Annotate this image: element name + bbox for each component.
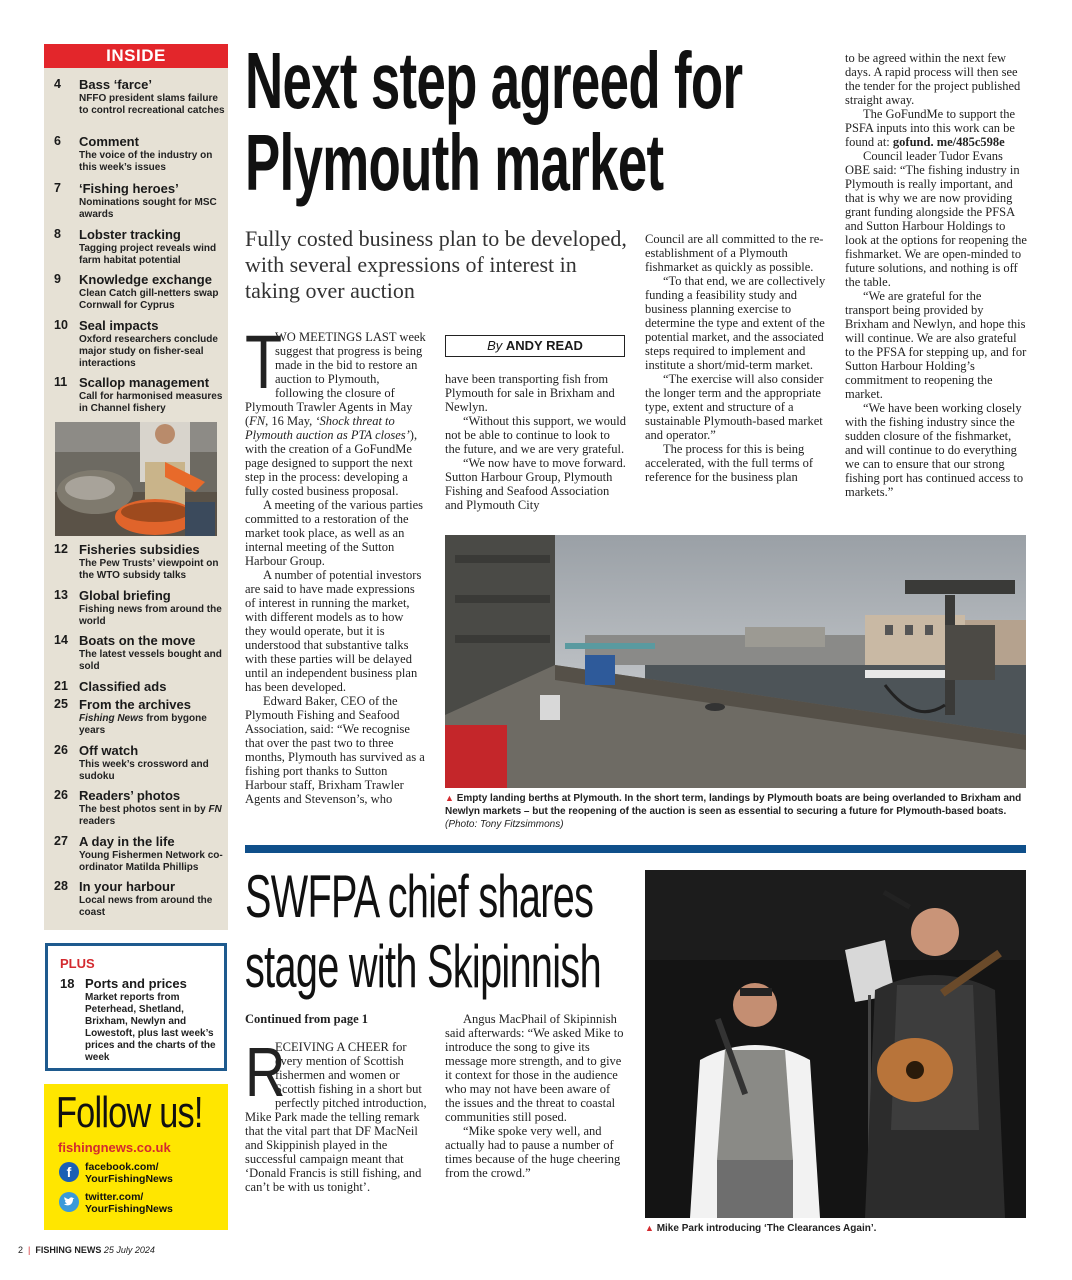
toc-description: NFFO president slams failure to control recreational catches	[79, 93, 225, 116]
toc-title: Fisheries subsidies	[79, 542, 200, 557]
toc-page-number: 28	[54, 879, 68, 893]
story1-column-2: have been transporting fish from Plymouth for sale in Brixham and Newlyn. “Without this support, we would not be able to continue to look to the future, and we are very grateful. “We now have to move forward. Sutton Harbour Group, Plymouth Fishing and Seafood Association and Plymouth City	[445, 372, 627, 512]
toc-page-number: 21	[54, 679, 68, 693]
story2-column-1: R ECEIVING A CHEER for every mention of Scottish fishermen and women or Scottish fishing in a short but perfectly pitched introduction, Mike Park made the telling remark that the vital part that DF MacNeil and Skippinish played in the successful campaign meant that ‘Donald Francis is still fishing, and can’t be with us tonight’.	[245, 1033, 427, 1194]
toc-page-number: 26	[54, 743, 68, 757]
toc-description: Nominations sought for MSC awards	[79, 197, 217, 220]
toc-page-number: 13	[54, 588, 68, 602]
toc-description: Local news from around the coast	[79, 895, 213, 918]
toc-description: Fishing News from bygone years	[79, 713, 207, 736]
sidebar-photo-fisherman[interactable]	[55, 422, 217, 536]
toc-page-number: 4	[54, 77, 61, 91]
story2-column-2: Angus MacPhail of Skipinnish said afterwards: “We asked Mike to introduce the song to give its message more strength, and to give it context for those in the audience who may not have been aware of the issues and the threat to coastal communities still posed. “Mike spoke very well, and actually had to pause a number of times because of the huge cheering from the crowd.”	[445, 1012, 624, 1180]
harbour-photo-caption: ▲ Empty landing berths at Plymouth. In the short term, landings by Plymouth boats are being overlanded to Brixham and Newlyn markets – but the reopening of the auction is seen as essential to securing a future for Plymouth-based boats. (Photo: Tony Fitzsimmons)	[445, 793, 1022, 830]
plus-label: PLUS	[60, 956, 95, 971]
follow-us-title: Follow us!	[56, 1088, 203, 1137]
toc-description: This week’s crossword and sudoku	[79, 759, 209, 782]
issue-date: 25 July 2024	[103, 1245, 155, 1255]
story1-column-3: Council are all committed to the re-establishment of a Plymouth fishmarket as quickly as possible. “To that end, we are collectively funding a feasibility study and business planning exercise to determine the type and extent of the potential market, and the associated steps required to implement and institute a short/mid-term market. “The exercise will also consider the longer term and the appropriate type, extent and structure of a sustainable Plymouth-based market and operator.” The process for this is being accelerated, with the full terms of reference for the business plan	[645, 232, 826, 484]
inside-header: INSIDE	[44, 44, 228, 68]
toc-description: Call for harmonised measures in Channel fishery	[79, 391, 223, 414]
plus-page-number: 18	[60, 976, 75, 991]
headline-plymouth: Next step agreed for Plymouth market	[245, 36, 743, 207]
toc-page-number: 27	[54, 834, 68, 848]
toc-title: Classified ads	[79, 679, 167, 694]
toc-page-number: 6	[54, 134, 61, 148]
twitter-icon[interactable]	[59, 1192, 79, 1212]
caption-marker-icon: ▲	[445, 793, 454, 803]
continued-label: Continued from page 1	[245, 1012, 369, 1026]
toc-title: A day in the life	[79, 834, 175, 849]
toc-page-number: 25	[54, 697, 68, 711]
story1-column-4: to be agreed within the next few days. A rapid process will then see the tender for the project published straight away. The GoFundMe to support the PSFA inputs into this work can be found at: gofund. me/485c598e Council leader Tudor Evans OBE said: “The fishing industry in Plymouth is really important, and that is why we are now providing grant funding alongside the PFSA and Sutton Harbour Holdings to look at the options for reopening the fishmarket. We are open-minded to future solutions, and nothing is off the table. “We are grateful for the transport being provided by Brixham and Newlyn, and hope this will continue. We are also grateful to the PFSA for stepping up, and for Sutton Harbour Holding’s commitment to reopening the market. “We have been working closely with the fishing industry since the sudden closure of the fishmarket, and will continue to do everything we can to ensure that our strong fishing port has continued access to markets.”	[845, 51, 1027, 499]
toc-title: Bass ‘farce’	[79, 77, 152, 92]
plus-description: Market reports from Peterhead, Shetland, Brixham, Newlyn and Lowestoft, plus last week’s prices and the charts of the week	[85, 992, 216, 1063]
stage-photo-caption: ▲ Mike Park introducing ‘The Clearances Again’.	[645, 1223, 877, 1234]
toc-description: Young Fishermen Network co-ordinator Matilda Phillips	[79, 850, 223, 873]
harbour-photo[interactable]	[445, 535, 1026, 788]
plus-title: Ports and prices	[85, 976, 187, 991]
byline: By ANDY READ	[445, 335, 625, 357]
facebook-link[interactable]: facebook.com/ YourFishingNews	[85, 1161, 173, 1185]
toc-page-number: 12	[54, 542, 68, 556]
section-divider	[245, 845, 1026, 853]
toc-description: Fishing news from around the world	[79, 604, 222, 627]
toc-title: Comment	[79, 134, 139, 149]
standfirst: Fully costed business plan to be developed, with several expressions of interest in taking over auction	[245, 226, 627, 303]
toc-page-number: 11	[54, 375, 68, 389]
toc-title: Knowledge exchange	[79, 272, 212, 287]
toc-description: The best photos sent in by FN readers	[79, 804, 222, 827]
page-number: 2	[18, 1245, 24, 1255]
plus-box[interactable]	[45, 943, 227, 1071]
toc-page-number: 8	[54, 227, 61, 241]
toc-title: Global briefing	[79, 588, 171, 603]
toc-title: Lobster tracking	[79, 227, 181, 242]
inside-sidebar	[44, 44, 228, 930]
toc-description: Tagging project reveals wind farm habitat potential	[79, 243, 217, 266]
facebook-icon[interactable]: f	[59, 1162, 79, 1182]
caption-marker-icon: ▲	[645, 1223, 654, 1233]
website-link[interactable]: fishingnews.co.uk	[58, 1140, 171, 1155]
dropcap: T	[245, 320, 283, 405]
page-footer: 2 | FISHING NEWS 25 July 2024	[18, 1245, 155, 1255]
toc-title: In your harbour	[79, 879, 176, 894]
publication-name: FISHING NEWS	[35, 1245, 102, 1255]
dropcap: R	[245, 1033, 286, 1111]
toc-description: Clean Catch gill-netters swap Cornwall for Cyprus	[79, 288, 219, 311]
toc-title: Scallop management	[79, 375, 210, 390]
toc-page-number: 14	[54, 633, 68, 647]
toc-title: Seal impacts	[79, 318, 159, 333]
toc-description: The voice of the industry on this week’s issues	[79, 150, 213, 173]
toc-page-number: 10	[54, 318, 68, 332]
toc-page-number: 26	[54, 788, 68, 802]
toc-title: Boats on the move	[79, 633, 196, 648]
stage-photo[interactable]	[645, 870, 1026, 1218]
toc-page-number: 7	[54, 181, 61, 195]
follow-us-box	[44, 1084, 228, 1230]
toc-title: Off watch	[79, 743, 139, 758]
headline-swfpa: SWFPA chief shares stage with Skipinnish	[245, 863, 601, 1000]
toc-page-number: 9	[54, 272, 61, 286]
toc-title: From the archives	[79, 697, 191, 712]
toc-description: The Pew Trusts’ viewpoint on the WTO subsidy talks	[79, 558, 219, 581]
toc-title: ‘Fishing heroes’	[79, 181, 179, 196]
story1-column-1: T WO MEETINGS LAST week suggest that progress is being made in the bid to restore an auction to Plymouth, following the closure of Plymouth Trawler Agents in May (FN, 16 May, ‘Shock threat to Plymouth auction as PTA closes’), with the creation of a GoFundMe page designed to support the next step in the process: developing a fully costed business proposal. A meeting of the various parties committed to a restoration of the market took place, as well as an internal meeting of the Sutton Harbour Group. A number of potential investors are said to have made expressions of interest in running the market, with different models as to how they would operate, but it is understood that substantive talks with these parties will be delayed until an independent business plan has been developed. Edward Baker, CEO of the Plymouth Fishing and Seafood Association, said: “We recognise that over the past two to three months, Plymouth has survived as a fishing port thanks to Sutton Harbour staff, Brixham Trawler Agents and Stevenson’s, who	[245, 320, 426, 806]
toc-description: Oxford researchers conclude major study on fisher-seal interactions	[79, 334, 218, 369]
twitter-link[interactable]: twitter.com/ YourFishingNews	[85, 1191, 173, 1215]
toc-description: The latest vessels bought and sold	[79, 649, 222, 672]
toc-title: Readers’ photos	[79, 788, 181, 803]
